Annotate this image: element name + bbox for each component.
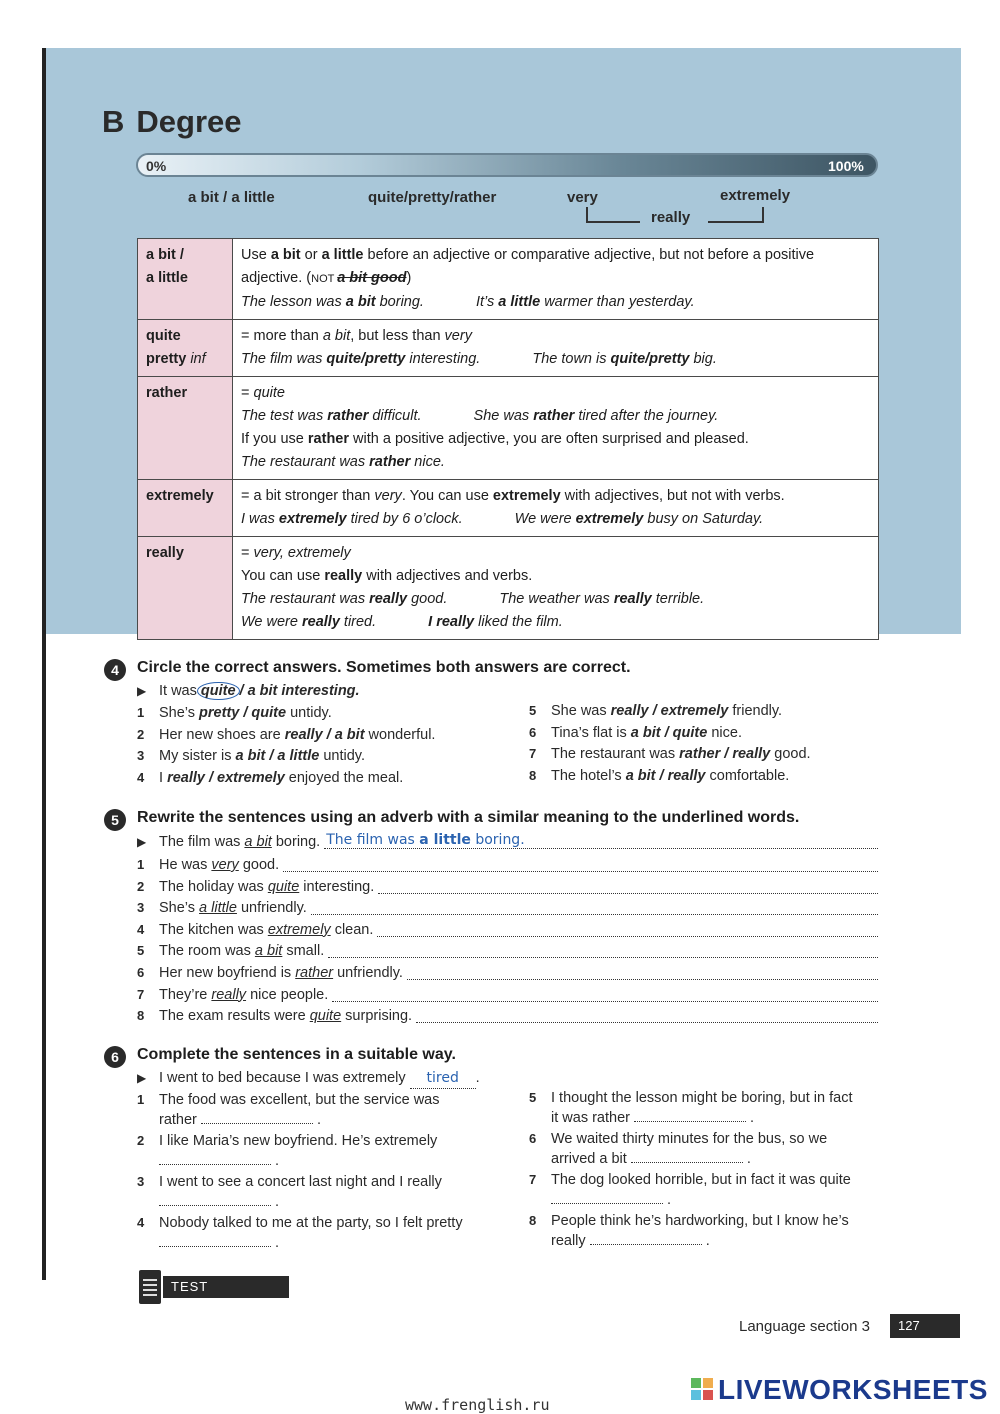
exercise-6-title: Complete the sentences in a suitable way. [137, 1046, 456, 1063]
answer-line[interactable] [283, 855, 878, 872]
item-number: 6 [529, 1131, 537, 1146]
example-sentence [474, 408, 719, 424]
site-url: www.frenglish.ru [405, 1396, 550, 1414]
degree-table [137, 238, 879, 640]
term-label: a little [146, 270, 188, 286]
exercise-6-item [529, 1211, 871, 1251]
test-yourself-badge[interactable] [139, 1270, 289, 1316]
answer-blank[interactable] [631, 1150, 743, 1163]
item-text: nice. [707, 724, 742, 741]
item-number: 4 [137, 921, 145, 937]
table-row [138, 537, 879, 640]
item-text: The restaurant was [551, 746, 680, 762]
text-run: a little [321, 247, 364, 263]
exercise-4-item [137, 703, 332, 723]
text-run: liked the film. [474, 614, 563, 630]
sentence-text: People think he’s hardworking, but I know he’s really . [551, 1213, 849, 1249]
scale-label-quite: quite/pretty/rather [368, 189, 497, 206]
exercise-6-item [137, 1172, 479, 1212]
text-run: tired by 6 o’clock. [346, 511, 463, 527]
term-cell [138, 537, 233, 640]
item-number: 2 [137, 1133, 145, 1148]
text-run: = [241, 545, 254, 561]
sentence-text: The kitchen was extremely clean. [159, 921, 374, 938]
liveworksheets-logo-icon [690, 1377, 714, 1401]
sentence-text: The food was excellent, but the service was rather . [159, 1092, 440, 1128]
exercise-5-item [137, 877, 878, 897]
answer-line[interactable] [378, 877, 878, 894]
text-run: extremely [575, 511, 644, 527]
item-text: good. [770, 746, 811, 762]
term-label: rather [146, 385, 188, 401]
sentence-text: The dog looked horrible, but in fact it was quite . [551, 1172, 851, 1208]
text-run: a bit [270, 247, 301, 263]
text-run: She was [473, 408, 534, 424]
example-line [241, 405, 870, 428]
exercise-4-item [137, 746, 365, 766]
inf-tag: inf [190, 351, 206, 367]
text-run: before an adjective or comparative adjective, but not before a positive adjective. ( [241, 247, 815, 286]
answer-line[interactable] [311, 898, 878, 915]
text-run: a bit [322, 328, 351, 344]
sentence-text: Her new boyfriend is rather unfriendly. [159, 965, 403, 981]
exercise-4-item [529, 766, 789, 786]
example-sentence [241, 351, 480, 367]
example-line [241, 611, 870, 634]
exercise-5-example [137, 832, 878, 852]
circled-answer: quite [197, 682, 240, 700]
item-number: 3 [137, 1174, 145, 1189]
text-run: a little [498, 294, 541, 310]
answer-options[interactable]: really / extremely [167, 769, 285, 786]
term-label: really [146, 545, 184, 561]
text-run: We were [514, 511, 576, 527]
description-cell [233, 239, 879, 320]
answer-blank[interactable] [634, 1109, 746, 1122]
exercise-5-number: 5 [104, 809, 126, 831]
exercise-6-item [529, 1170, 871, 1210]
text-run: = a bit stronger than [241, 488, 375, 504]
answer-options[interactable]: a bit / a little [235, 748, 320, 764]
text-run: a bit good [337, 270, 407, 286]
example-sentence [241, 294, 424, 310]
text-run: tired after the journey. [574, 408, 719, 424]
example-answer: tired [410, 1068, 476, 1089]
answer-options[interactable]: rather / really [679, 746, 771, 762]
text-run: quite/pretty [326, 351, 406, 367]
example-sentence [241, 591, 447, 607]
sentence-text: Nobody talked to me at the party, so I felt pretty . [159, 1215, 463, 1251]
exercise-6-item [137, 1090, 479, 1130]
item-text: The hotel’s [551, 767, 626, 784]
item-number: 8 [529, 1213, 537, 1228]
text-run: You can use [241, 568, 325, 584]
exercise-6-item [137, 1131, 479, 1171]
item-number: 7 [137, 986, 145, 1002]
example-sentence [428, 614, 563, 630]
exercise-5-title: Rewrite the sentences using an adverb with a similar meaning to the underlined words. [137, 809, 800, 826]
item-text: She’s [159, 705, 200, 721]
term-cell [138, 377, 233, 480]
example-line [241, 508, 870, 531]
item-number: 5 [529, 1090, 537, 1105]
sentence-text: The holiday was quite interesting. [159, 878, 375, 895]
text-run: , but less than [350, 328, 445, 344]
example-sentence [241, 614, 376, 630]
text-run: difficult. [368, 408, 422, 424]
text-run: interesting. [405, 351, 481, 367]
text-run: rather [533, 408, 575, 424]
item-text: untidy. [286, 705, 332, 721]
exercise-4-item [529, 701, 782, 721]
text-run: = [241, 385, 254, 401]
exercise-6-number: 6 [104, 1046, 126, 1068]
text-run: tired. [339, 614, 377, 630]
really-bracket-left [586, 207, 640, 223]
answer-blank[interactable] [590, 1232, 702, 1245]
rule-line [241, 325, 870, 348]
exercise-4-item [137, 768, 403, 788]
exercise-4-number: 4 [104, 659, 126, 681]
item-text: friendly. [728, 703, 783, 719]
text-run: ) [406, 270, 412, 286]
text-run: extremely [278, 511, 347, 527]
text-run: NOT [311, 273, 338, 285]
rule-line [241, 244, 870, 291]
text-run: nice. [410, 454, 445, 470]
text-run: I really [428, 614, 475, 630]
example-sentence [532, 351, 717, 367]
underlined-words: extremely [267, 921, 331, 938]
scale-label-really: really [651, 209, 691, 226]
sentence-text: The room was a bit small. [159, 943, 325, 960]
term-cell [138, 480, 233, 537]
item-number: 7 [529, 1172, 537, 1187]
sentence-text: We waited thirty minutes for the bus, so we arrived a bit . [551, 1131, 828, 1167]
text-run: If you use [241, 431, 308, 447]
item-number: 1 [137, 1092, 145, 1107]
really-bracket-right [708, 207, 764, 223]
answer-options[interactable]: really / a bit [284, 726, 365, 743]
underlined-words: a bit [244, 834, 272, 850]
underlined-words: a bit [254, 943, 283, 960]
sentence-text: I like Maria’s new boyfriend. He’s extremely . [159, 1133, 438, 1169]
underlined-words: rather [295, 965, 334, 981]
text-run: . You can use [401, 488, 493, 504]
item-number: 1 [137, 857, 145, 872]
text-run: rather [307, 431, 350, 447]
text-run: The lesson was [241, 294, 346, 310]
description-cell [233, 537, 879, 640]
table-row [138, 320, 879, 377]
text-run: We were [241, 614, 302, 630]
exercise-5-item [137, 985, 878, 1005]
item-number: 7 [529, 746, 537, 761]
exercise-5-item [137, 920, 878, 940]
rule-line [241, 382, 870, 405]
description-cell [233, 377, 879, 480]
text-run: rather [369, 454, 411, 470]
scale-label-a-bit: a bit / a little [188, 189, 275, 206]
text-run: really [324, 568, 363, 584]
text-run: extremely [492, 488, 561, 504]
exercise-6-item [529, 1088, 871, 1128]
answer-line[interactable] [416, 1006, 878, 1023]
underlined-words: a little [199, 900, 237, 917]
exercise-5-item [137, 855, 878, 875]
text-run: The restaurant was [241, 591, 370, 607]
example-sentence [476, 294, 695, 310]
underlined-words: really [211, 986, 247, 1003]
item-number: 4 [137, 769, 145, 785]
text-run: or [300, 247, 322, 263]
item-text: untidy. [319, 748, 366, 764]
answer-line[interactable]: The film was a little boring. [324, 832, 878, 849]
sentence-text: The film was a bit boring. [159, 834, 321, 850]
text-run: The film was [241, 351, 327, 367]
answer-line[interactable] [328, 941, 878, 958]
answer-options[interactable]: a bit / quite [630, 724, 708, 741]
text-run: warmer than yesterday. [540, 294, 695, 310]
exercise-6-item [529, 1129, 871, 1169]
text-run: really [369, 591, 408, 607]
item-text: enjoyed the meal. [284, 769, 404, 786]
item-text: Her new shoes are [159, 726, 285, 743]
text-run: The restaurant was [241, 454, 370, 470]
text-run: Use [241, 247, 271, 263]
degree-scale-bar [136, 153, 878, 177]
answer-options[interactable]: a bit / really [625, 767, 706, 784]
answer-options[interactable]: really / extremely [610, 703, 729, 719]
exercise-6-item [137, 1213, 479, 1253]
text-run: terrible. [651, 591, 705, 607]
answer-blank[interactable] [201, 1111, 313, 1124]
item-number: 5 [529, 703, 537, 718]
answer-blank[interactable] [159, 1152, 271, 1165]
text-run: quite [253, 385, 285, 401]
exercise-5-item [137, 941, 878, 961]
item-text: Tina’s flat is [551, 724, 631, 741]
footer-section: Language section 3 [739, 1318, 870, 1335]
example-line [241, 588, 870, 611]
table-row [138, 377, 879, 480]
underlined-words: quite [309, 1008, 342, 1025]
item-number: 8 [137, 1008, 145, 1024]
liveworksheets-logo [690, 1374, 988, 1406]
text-run: I was [241, 511, 279, 527]
example-line [241, 291, 870, 314]
answer-line[interactable] [332, 985, 878, 1002]
exercise-4-title: Circle the correct answers. Sometimes both answers are correct. [137, 659, 631, 676]
term-label: a bit / [146, 247, 184, 263]
item-text: comfortable. [705, 767, 790, 784]
term-cell [138, 239, 233, 320]
text-run: very [374, 488, 402, 504]
scale-max-label: 100% [828, 158, 864, 174]
example-sentence [241, 454, 445, 470]
term-label: extremely [146, 488, 214, 504]
answer-bold: a little [419, 832, 471, 848]
description-cell [233, 320, 879, 377]
arrow-icon: ▶ [137, 835, 147, 849]
item-number: 2 [137, 726, 145, 742]
item-number: 5 [137, 943, 145, 959]
example-sentence [515, 511, 764, 527]
exercise-6-example: ▶ I went to bed because I was extremely tired . [137, 1068, 480, 1089]
item-number: 3 [137, 900, 145, 916]
table-row [138, 239, 879, 320]
item-number: 6 [137, 965, 145, 980]
text-run: with adjectives and verbs. [362, 568, 533, 584]
text-run: boring. [375, 294, 424, 310]
table-row [138, 480, 879, 537]
answer-line[interactable] [407, 963, 878, 980]
arrow-icon: ▶ [137, 684, 147, 698]
item-text: I [159, 769, 168, 786]
example-sentence [241, 408, 422, 424]
answer-options[interactable]: pretty / quite [199, 705, 287, 721]
text-run: a bit [345, 294, 376, 310]
item-number: 4 [137, 1215, 145, 1230]
item-text: She was [551, 703, 611, 719]
scale-label-very: very [567, 189, 598, 206]
rule-line [241, 428, 870, 451]
exercise-4-item [529, 723, 742, 743]
text-run: The weather was [499, 591, 614, 607]
text-run: very [444, 328, 472, 344]
sentence-text: They’re really nice people. [159, 986, 329, 1003]
term-label: pretty inf [146, 351, 206, 367]
term-label: quite [146, 328, 181, 344]
answer-blank[interactable] [159, 1234, 271, 1247]
exercise-5-item [137, 1006, 878, 1026]
scale-min-label: 0% [146, 158, 167, 174]
sentence-text: He was very good. [159, 857, 280, 873]
rule-line [241, 485, 870, 508]
exercise-4-example: ▶ It was quite / a bit interesting. [137, 683, 360, 699]
text-run: busy on Saturday. [643, 511, 764, 527]
text-run: with a positive adjective, you are often surprised and pleased. [349, 431, 749, 447]
item-text: My sister is [159, 748, 236, 764]
item-text: wonderful. [364, 726, 436, 743]
text-run: with adjectives, but not with verbs. [560, 488, 785, 504]
exercise-5-item [137, 898, 878, 918]
sentence-text: She’s a little unfriendly. [159, 900, 307, 917]
text-run: really [613, 591, 652, 607]
underlined-words: quite [267, 878, 300, 895]
rule-line [241, 542, 870, 565]
test-yourself-label: TEST YOURSELF [163, 1276, 289, 1298]
notepad-icon [139, 1270, 161, 1304]
item-number: 8 [529, 767, 537, 783]
text-run: = more than [241, 328, 323, 344]
brand-name: LIVEWORKSHEETS [718, 1374, 988, 1405]
example-line [241, 348, 870, 371]
item-number: 6 [529, 724, 537, 740]
text-run: very, extremely [253, 545, 351, 561]
text-run: quite/pretty [610, 351, 690, 367]
section-title: B Degree [102, 104, 242, 139]
example-sentence [499, 591, 704, 607]
text-run: The town is [532, 351, 611, 367]
text-run: really [301, 614, 340, 630]
answer-blank[interactable] [159, 1193, 271, 1206]
scale-label-extremely: extremely [720, 187, 791, 204]
answer-blank[interactable] [551, 1191, 663, 1204]
answer-line[interactable] [377, 920, 878, 937]
sentence-text: The exam results were quite surprising. [159, 1008, 413, 1025]
item-number: 1 [137, 705, 145, 720]
rule-line [241, 565, 870, 588]
item-number: 3 [137, 748, 145, 763]
sentence-text: I went to see a concert last night and I really . [159, 1174, 442, 1210]
text-run: The test was [241, 408, 328, 424]
exercise-4-item [137, 725, 435, 745]
example-line [241, 451, 870, 474]
text-run: good. [407, 591, 448, 607]
sentence-text: I thought the lesson might be boring, but in fact it was rather . [551, 1090, 853, 1126]
underlined-words: very [211, 857, 239, 873]
item-number: 2 [137, 878, 145, 894]
description-cell [233, 480, 879, 537]
page-number: 127 [890, 1314, 960, 1338]
text-run: big. [689, 351, 717, 367]
exercise-4-item [529, 744, 811, 764]
term-cell [138, 320, 233, 377]
text-run: It’s [475, 294, 499, 310]
example-sentence [241, 511, 463, 527]
text-run: rather [327, 408, 369, 424]
exercise-5-item [137, 963, 878, 983]
arrow-icon: ▶ [137, 1071, 147, 1085]
